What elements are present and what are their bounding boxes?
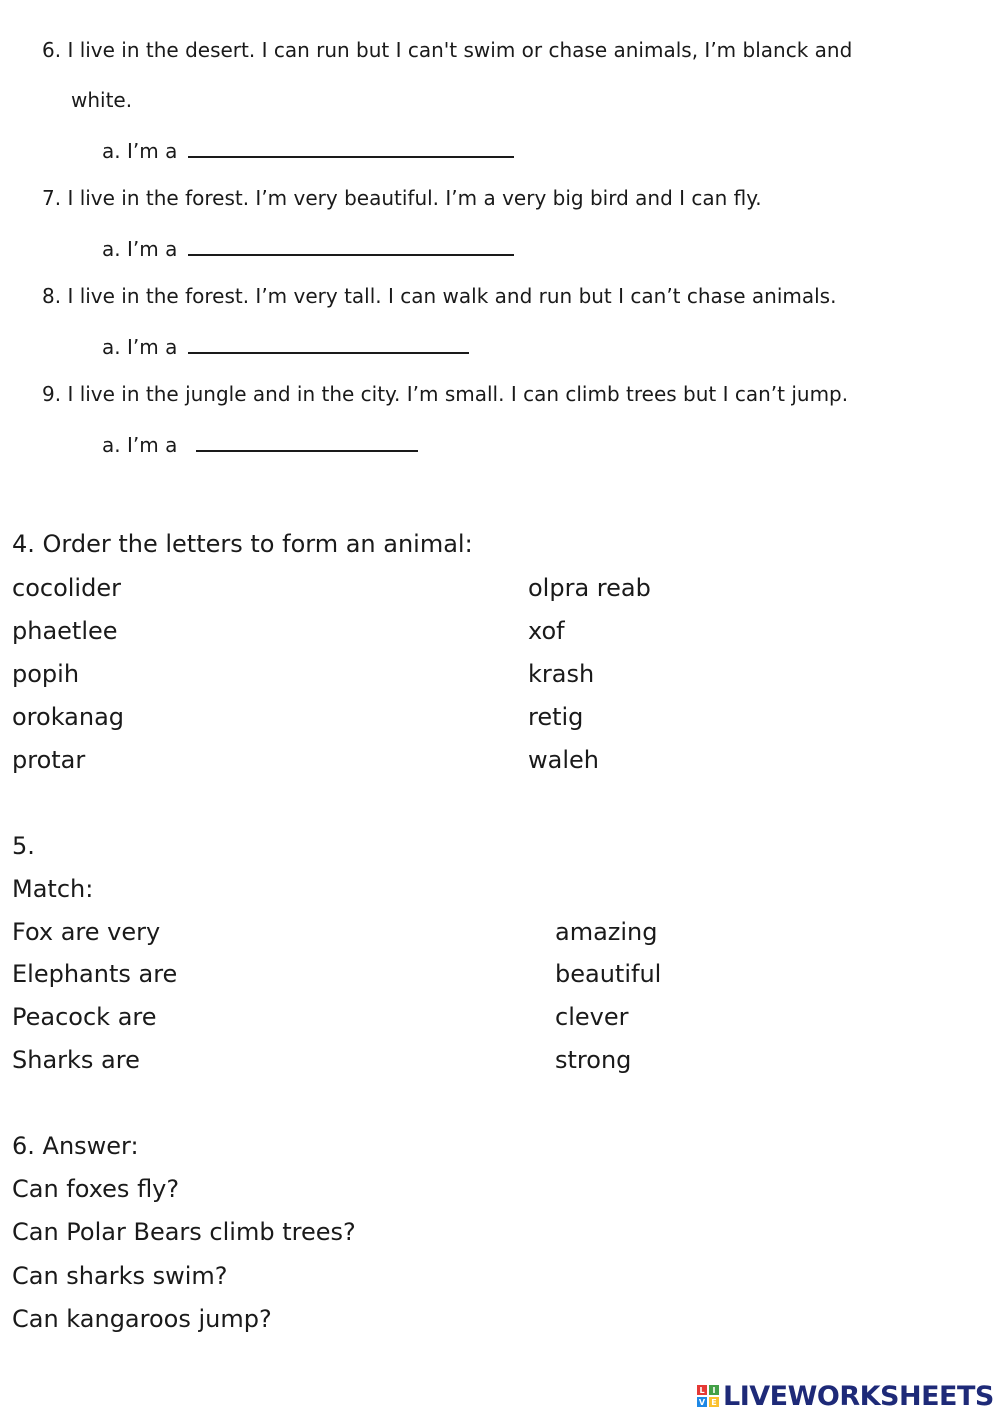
match-left-item[interactable]: Peacock are: [12, 1003, 157, 1031]
section-5-heading: Match:: [12, 875, 94, 903]
scrambled-word: waleh: [528, 746, 599, 774]
riddle-6-text: 6. I live in the desert. I can run but I can't swim or chase animals, I’m blanck and: [42, 38, 853, 62]
answer-label: a. I’m a: [102, 237, 178, 261]
liveworksheets-logo: [697, 1379, 994, 1413]
match-right-item[interactable]: amazing: [555, 918, 658, 946]
logo-letter: I: [709, 1385, 719, 1395]
riddle-8-answer: [102, 334, 469, 359]
scrambled-word: phaetlee: [12, 617, 118, 645]
logo-letter: E: [709, 1397, 719, 1407]
scrambled-word: popih: [12, 660, 80, 688]
question: Can foxes fly?: [12, 1175, 180, 1203]
scrambled-word: krash: [528, 660, 595, 688]
riddle-8-text: 8. I live in the forest. I’m very tall. I can walk and run but I can’t chase animals.: [42, 284, 837, 308]
logo-letter: L: [697, 1385, 707, 1395]
scrambled-word: cocolider: [12, 574, 121, 602]
answer-label: a. I’m a: [102, 139, 178, 163]
question: Can sharks swim?: [12, 1262, 228, 1290]
match-left-item[interactable]: Sharks are: [12, 1046, 140, 1074]
match-right-item[interactable]: strong: [555, 1046, 632, 1074]
answer-blank[interactable]: [188, 236, 514, 256]
scrambled-word: xof: [528, 617, 565, 645]
riddle-7-text: 7. I live in the forest. I’m very beautiful. I’m a very big bird and I can fly.: [42, 186, 762, 210]
riddle-6-text-continued: white.: [71, 88, 133, 112]
scrambled-word: protar: [12, 746, 86, 774]
riddle-7-answer: [102, 236, 514, 261]
logo-letter: V: [698, 1397, 706, 1407]
answer-blank[interactable]: [196, 432, 418, 452]
scrambled-word: olpra reab: [528, 574, 651, 602]
match-left-item[interactable]: Fox are very: [12, 918, 161, 946]
match-right-item[interactable]: beautiful: [555, 960, 662, 988]
scrambled-word: orokanag: [12, 703, 125, 731]
answer-blank[interactable]: [188, 138, 514, 158]
match-left-item[interactable]: Elephants are: [12, 960, 178, 988]
answer-label: a. I’m a: [102, 433, 178, 457]
section-5-number: 5.: [12, 832, 35, 860]
riddle-9-answer: [102, 432, 418, 457]
logo-grid-icon: [697, 1385, 719, 1407]
question: Can Polar Bears climb trees?: [12, 1218, 356, 1246]
riddle-9-text: 9. I live in the jungle and in the city. I’m small. I can climb trees but I can’t jump.: [42, 382, 849, 406]
scrambled-word: retig: [528, 703, 584, 731]
match-right-item[interactable]: clever: [555, 1003, 629, 1031]
section-6-heading: 6. Answer:: [12, 1132, 139, 1160]
question: Can kangaroos jump?: [12, 1305, 272, 1333]
riddle-6-answer: [102, 138, 514, 163]
answer-blank[interactable]: [188, 334, 469, 354]
answer-label: a. I’m a: [102, 335, 178, 359]
logo-text: LIVEWORKSHEETS: [723, 1380, 994, 1412]
section-4-heading: 4. Order the letters to form an animal:: [12, 530, 473, 558]
